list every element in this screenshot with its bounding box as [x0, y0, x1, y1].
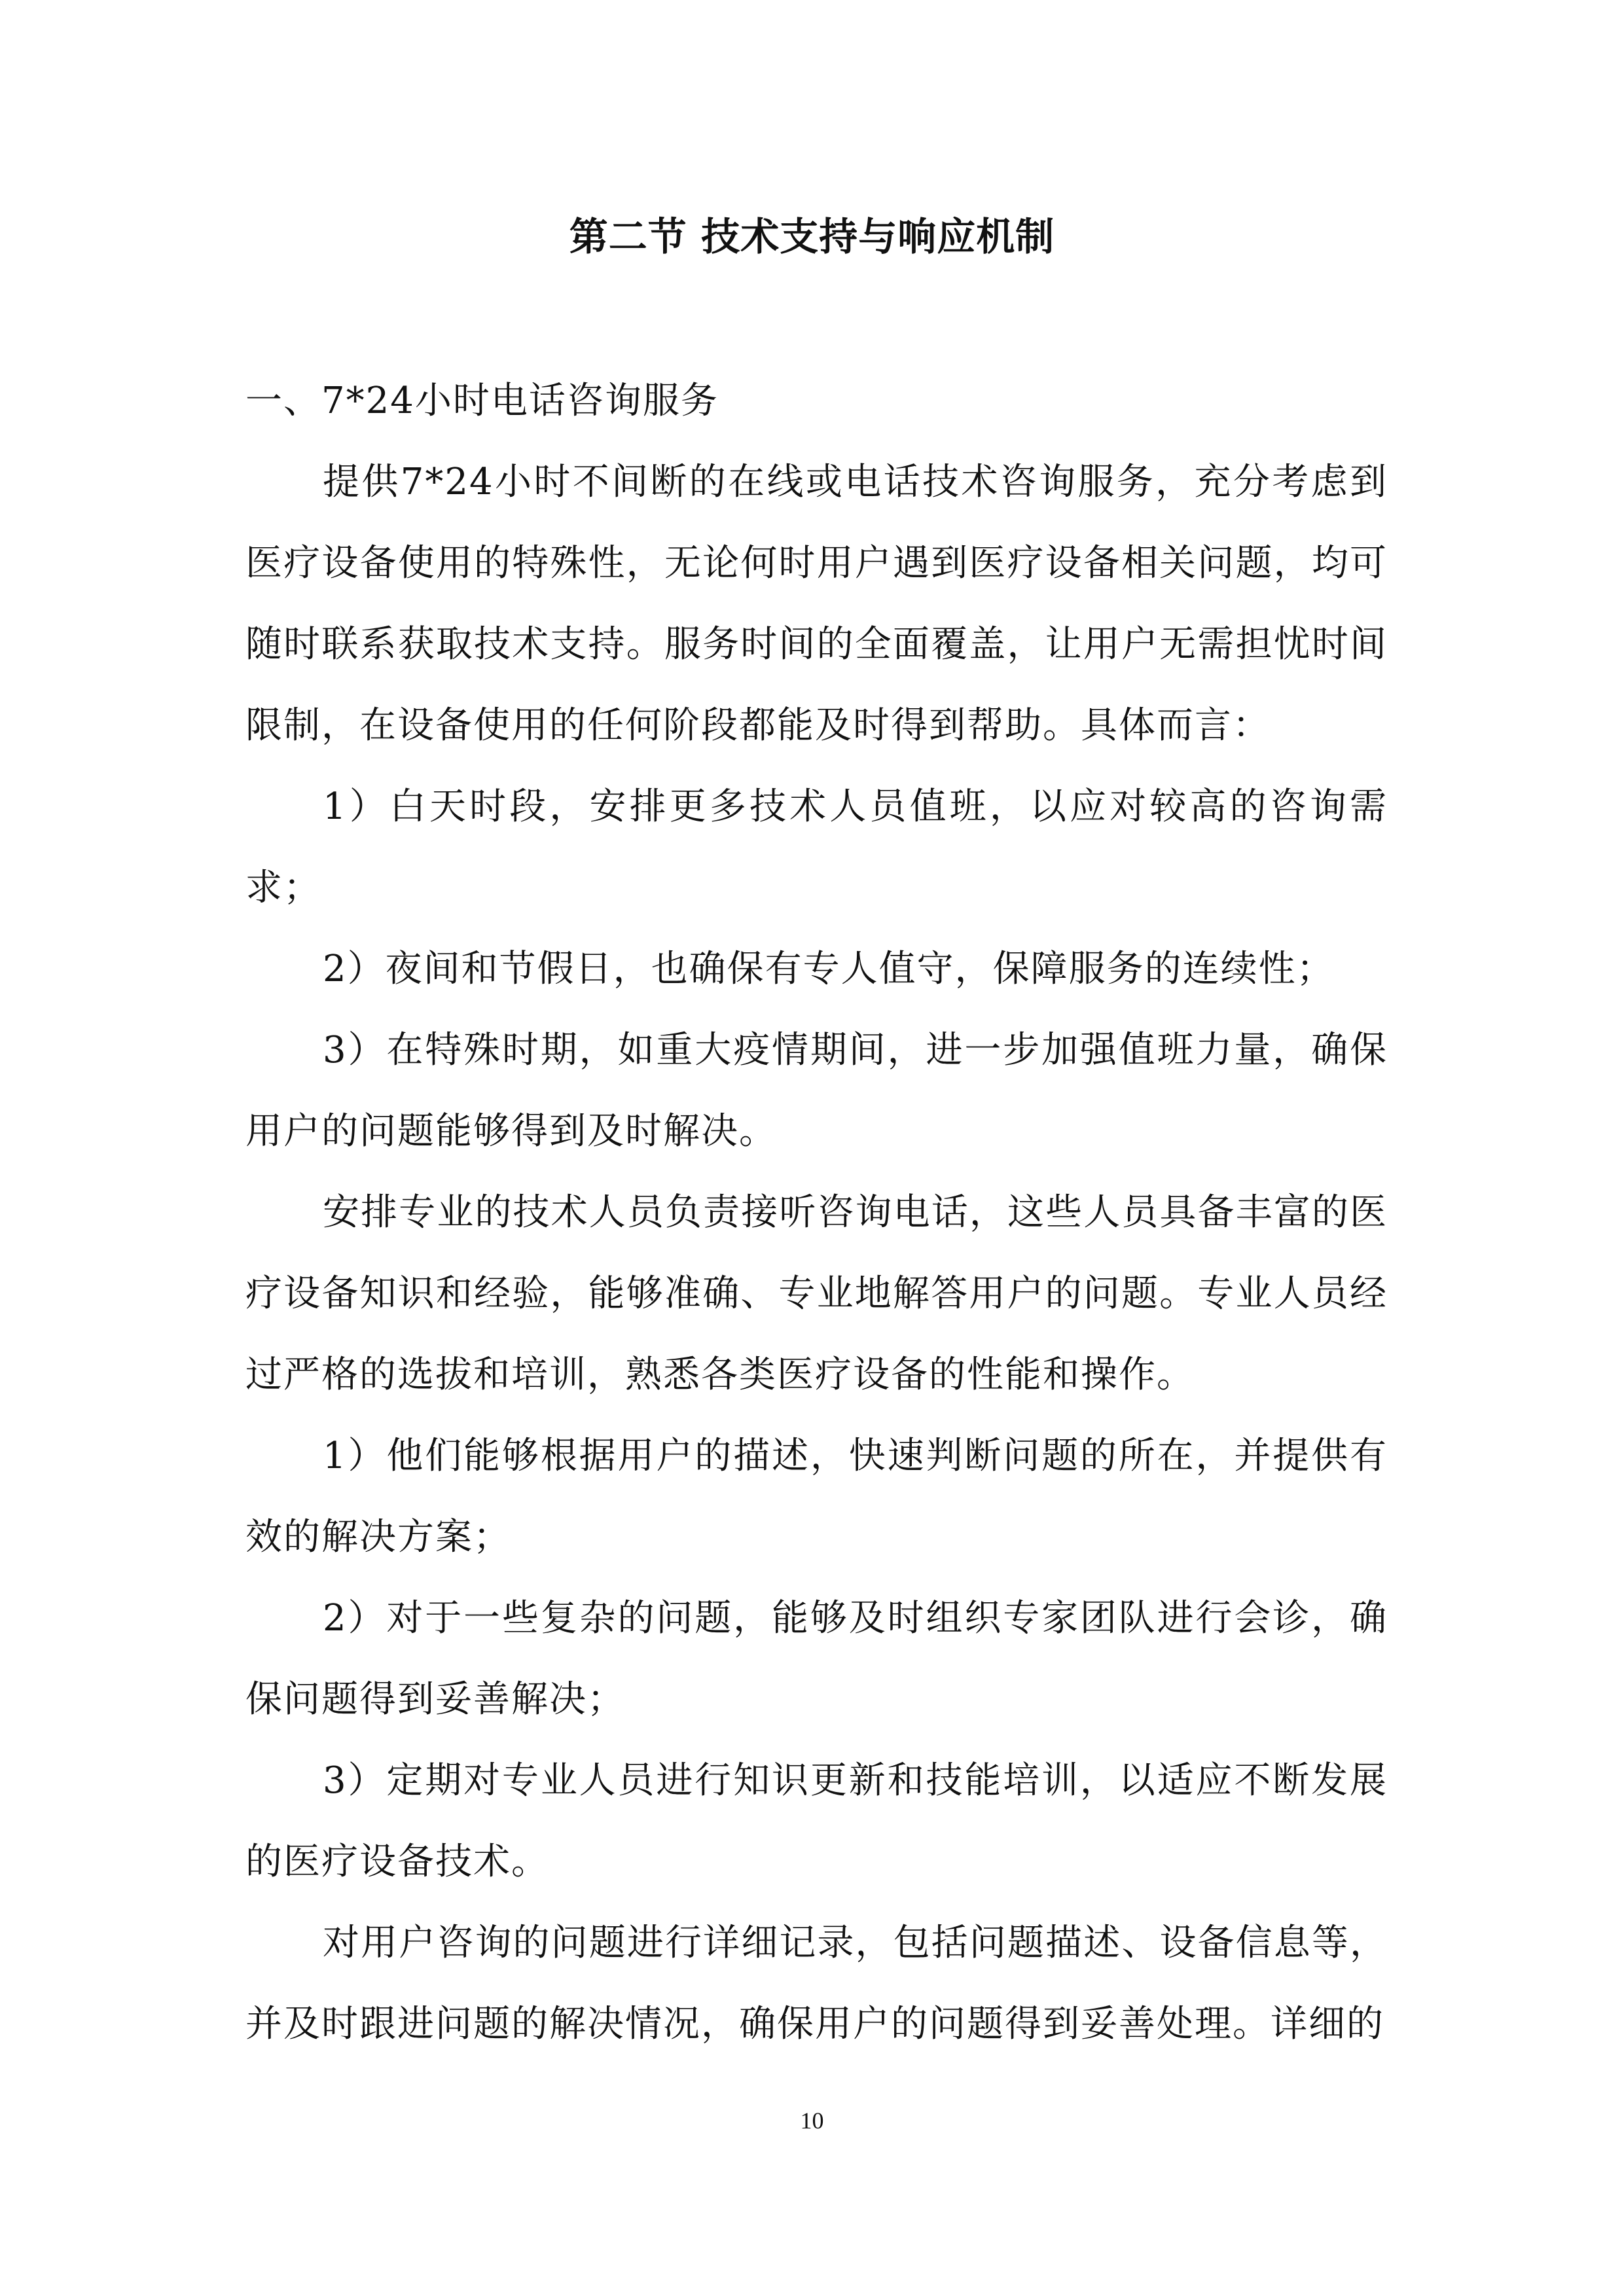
page-number: 10 — [800, 2108, 824, 2134]
paragraph-records: 对用户咨询的问题进行详细记录，包括问题描述、设备信息等，并及时跟进问题的解决情况，确保用户的问题得到妥善处理。详细的 — [245, 1922, 1388, 2045]
list-item: 1）白天时段，安排更多技术人员值班，以应对较高的咨询需求； — [245, 785, 1388, 909]
list-item: 3）在特殊时期，如重大疫情期间，进一步加强值班力量，确保用户的问题能够得到及时解决。 — [245, 1029, 1388, 1153]
paragraph-intro: 提供7*24小时不间断的在线或电话技术咨询服务，充分考虑到医疗设备使用的特殊性，无论何时用户遇到医疗设备相关问题，均可随时联系获取技术支持。服务时间的全面覆盖，让用户无需担忧时间限制，在设备使用的任何阶段都能及时得到帮助。具体而言： — [245, 461, 1388, 747]
document-body — [245, 361, 1388, 2065]
paragraph-staffing: 安排专业的技术人员负责接听咨询电话，这些人员具备丰富的医疗设备知识和经验，能够准确、专业地解答用户的问题。专业人员经过严格的选拔和培训，熟悉各类医疗设备的性能和操作。 — [245, 1191, 1388, 1396]
list-item: 2）对于一些复杂的问题，能够及时组织专家团队进行会诊，确保问题得到妥善解决； — [245, 1597, 1388, 1721]
section-heading: 一、7*24小时电话咨询服务 — [245, 380, 719, 422]
page-title: 第二节 技术支持与响应机制 — [569, 214, 1055, 259]
list-item: 2）夜间和节假日，也确保有专人值守，保障服务的连续性； — [323, 948, 1335, 990]
list-item: 3）定期对专业人员进行知识更新和技能培训，以适应不断发展的医疗设备技术。 — [245, 1759, 1388, 1883]
list-item: 1）他们能够根据用户的描述，快速判断问题的所在，并提供有效的解决方案； — [245, 1435, 1388, 1558]
